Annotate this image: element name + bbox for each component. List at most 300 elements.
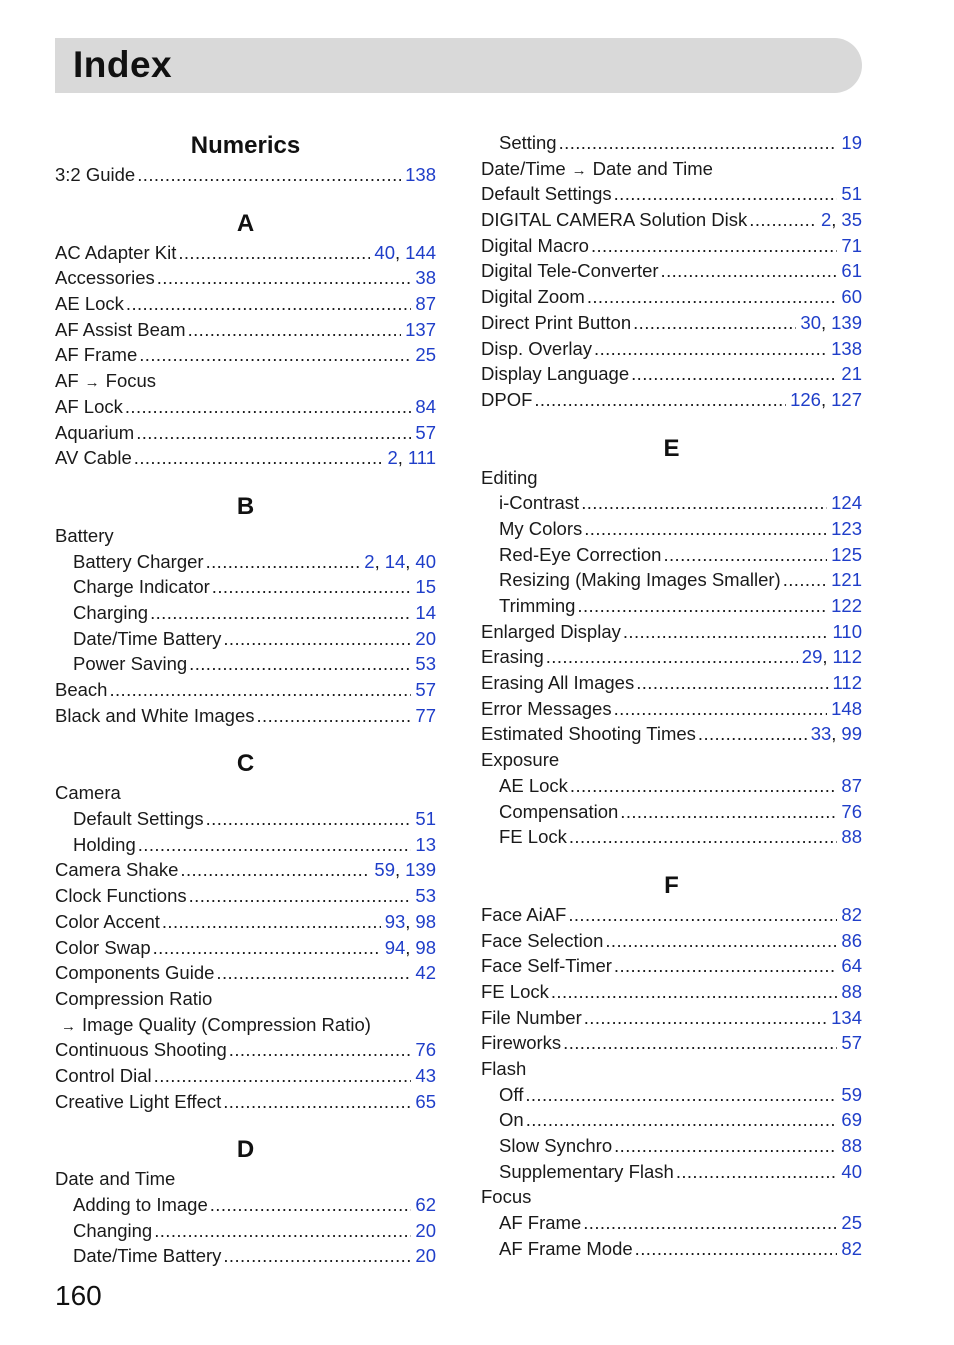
entry-label: Components Guide xyxy=(55,962,215,984)
page-references xyxy=(833,619,863,645)
dot-leader xyxy=(594,336,827,362)
entry-label: Black and White Images xyxy=(55,704,255,726)
entry-label: i-Contrast xyxy=(499,492,580,514)
page-references xyxy=(415,626,436,652)
entry-label: Face Selection xyxy=(481,929,604,951)
page-link[interactable]: 33 xyxy=(810,723,832,745)
dot-leader xyxy=(633,310,796,336)
index-entry xyxy=(55,677,436,703)
index-group-heading xyxy=(55,986,436,1012)
entry-label: Resizing (Making Images Smaller) xyxy=(499,569,781,591)
index-entry xyxy=(481,1005,862,1031)
page-link[interactable]: 20 xyxy=(415,1245,436,1267)
page-link[interactable]: 69 xyxy=(841,1109,862,1131)
page-separator: , xyxy=(394,241,401,263)
entry-label: Battery Charger xyxy=(73,550,204,572)
index-entry xyxy=(55,857,436,883)
page-references xyxy=(841,361,862,387)
page-references xyxy=(415,651,436,677)
entry-label: Digital Macro xyxy=(481,234,589,256)
index-entry xyxy=(55,703,436,729)
section-spacer xyxy=(55,1114,436,1134)
dot-leader xyxy=(525,1082,837,1108)
page-link[interactable]: 87 xyxy=(841,774,862,796)
page-references xyxy=(841,1236,862,1262)
entry-label: Power Saving xyxy=(73,653,188,675)
page-link[interactable]: 76 xyxy=(415,1039,436,1061)
dot-leader xyxy=(570,773,838,799)
index-entry xyxy=(481,130,862,156)
page-separator: , xyxy=(374,550,380,572)
page-number: 160 xyxy=(55,1280,102,1311)
entry-label: AC Adapter Kit xyxy=(55,241,177,263)
dot-leader xyxy=(162,909,381,935)
index-entry xyxy=(481,1133,862,1159)
see-arrow-icon: → xyxy=(571,161,587,179)
index-entry xyxy=(55,1243,436,1269)
entry-label: Estimated Shooting Times xyxy=(481,723,696,745)
page-link[interactable]: 84 xyxy=(415,395,436,417)
page-references xyxy=(811,721,862,747)
index-group-heading xyxy=(481,747,862,773)
page-link[interactable]: 21 xyxy=(841,363,862,385)
page-references xyxy=(841,1082,862,1108)
page-references xyxy=(405,317,436,343)
page-link[interactable]: 20 xyxy=(415,1219,436,1241)
dot-leader xyxy=(229,1037,412,1063)
section-heading: A xyxy=(236,209,255,237)
dot-leader xyxy=(605,928,837,954)
entry-label: Digital Tele-Converter xyxy=(481,260,659,282)
page-link[interactable]: 139 xyxy=(405,859,436,881)
page-references xyxy=(841,233,862,259)
page-link[interactable]: 57 xyxy=(841,1032,862,1054)
dot-leader xyxy=(559,130,838,156)
dot-leader xyxy=(154,1063,412,1089)
page-link[interactable]: 57 xyxy=(415,679,436,700)
index-entry xyxy=(481,1210,862,1236)
dot-leader xyxy=(134,445,384,471)
index-entry xyxy=(481,542,862,568)
dot-leader xyxy=(614,1133,837,1159)
page-link[interactable]: 82 xyxy=(841,1237,862,1259)
index-entry xyxy=(481,233,862,259)
entry-label: AF xyxy=(55,370,79,392)
index-entry xyxy=(55,291,436,317)
page-references xyxy=(831,696,862,722)
page-link[interactable]: 98 xyxy=(415,936,436,958)
page-link[interactable]: 148 xyxy=(831,697,862,719)
entry-label: Enlarged Display xyxy=(481,620,621,642)
dot-leader xyxy=(577,593,827,619)
entry-label: Face AiAF xyxy=(481,903,567,925)
dot-leader xyxy=(569,824,838,850)
cross-reference-target: Focus xyxy=(105,370,157,392)
entry-label: Direct Print Button xyxy=(481,311,632,333)
dot-leader xyxy=(526,1107,838,1133)
dot-leader xyxy=(150,600,411,626)
index-entry xyxy=(55,960,436,986)
entry-label: Accessories xyxy=(55,267,155,289)
dot-leader xyxy=(189,883,412,909)
entry-label: Adding to Image xyxy=(73,1194,208,1215)
index-group-heading xyxy=(481,1056,862,1082)
dot-leader xyxy=(584,516,827,542)
page-link[interactable]: 127 xyxy=(831,388,862,410)
index-entry xyxy=(55,1037,436,1063)
dot-leader xyxy=(206,806,412,832)
page-link[interactable]: 59 xyxy=(841,1083,862,1105)
section-heading: E xyxy=(663,434,680,462)
page-link[interactable]: 86 xyxy=(841,929,862,951)
page-link[interactable]: 40 xyxy=(415,550,436,572)
page-link[interactable]: 111 xyxy=(407,447,436,469)
page-link[interactable]: 40 xyxy=(841,1160,862,1182)
page-references xyxy=(841,928,862,954)
page-link[interactable]: 138 xyxy=(831,337,862,359)
entry-label: Continuous Shooting xyxy=(55,1039,227,1061)
page-link[interactable]: 14 xyxy=(415,601,436,623)
index-cross-reference xyxy=(481,156,862,182)
dot-leader xyxy=(109,677,411,703)
index-column-right xyxy=(481,130,862,1262)
index-entry xyxy=(55,883,436,909)
index-column-left xyxy=(55,130,436,1269)
entry-label: DPOF xyxy=(481,388,533,410)
page-link[interactable]: 77 xyxy=(415,704,436,726)
page-link[interactable]: 42 xyxy=(415,962,436,984)
page-link[interactable]: 88 xyxy=(841,826,862,848)
entry-label: AF Lock xyxy=(55,395,123,417)
index-entry xyxy=(55,626,436,652)
dot-leader xyxy=(581,490,827,516)
page-link[interactable]: 38 xyxy=(415,267,436,289)
page-link[interactable]: 15 xyxy=(415,576,436,598)
page-link[interactable]: 82 xyxy=(841,903,862,925)
page-separator: , xyxy=(820,311,827,333)
index-entry xyxy=(481,979,862,1005)
page-references xyxy=(841,1159,862,1185)
page-link[interactable]: 60 xyxy=(841,286,862,308)
page-link[interactable]: 125 xyxy=(831,543,862,565)
index-entry xyxy=(55,600,436,626)
page-link[interactable]: 40 xyxy=(374,241,395,263)
dot-leader xyxy=(212,574,412,600)
entry-label: Date and Time xyxy=(55,1168,176,1190)
page-references xyxy=(415,832,436,858)
page-references xyxy=(415,1218,436,1244)
entry-label: Changing xyxy=(73,1219,153,1241)
entry-label: Trimming xyxy=(499,595,576,616)
page-link[interactable]: 19 xyxy=(841,132,862,153)
page-link[interactable]: 144 xyxy=(405,241,436,263)
section-heading: F xyxy=(664,871,679,899)
page-link[interactable]: 71 xyxy=(841,234,862,256)
dot-leader xyxy=(783,567,827,593)
page-references xyxy=(841,773,862,799)
page-references xyxy=(415,1037,436,1063)
dot-leader xyxy=(636,670,828,696)
entry-label: Compensation xyxy=(499,800,619,822)
entry-label: Control Dial xyxy=(55,1064,152,1086)
dot-leader xyxy=(749,207,817,233)
dot-leader xyxy=(153,935,381,961)
index-entry xyxy=(481,284,862,310)
page-link[interactable]: 126 xyxy=(790,388,821,410)
index-entry xyxy=(481,670,862,696)
index-entry xyxy=(55,317,436,343)
page-link[interactable]: 88 xyxy=(841,980,862,1002)
page-link[interactable]: 25 xyxy=(415,344,436,366)
section-spacer xyxy=(55,471,436,491)
index-entry xyxy=(481,1030,862,1056)
index-entry xyxy=(481,593,862,619)
page-link[interactable]: 122 xyxy=(831,595,862,616)
index-entry xyxy=(55,574,436,600)
page-link[interactable]: 2 xyxy=(387,447,398,469)
entry-label: Fireworks xyxy=(481,1032,562,1054)
page-link[interactable]: 139 xyxy=(831,311,862,333)
page-link[interactable]: 35 xyxy=(841,209,862,231)
dot-leader xyxy=(256,703,411,729)
dot-leader xyxy=(631,361,837,387)
page-references xyxy=(833,670,863,696)
index-group-heading xyxy=(55,780,436,806)
page-references xyxy=(415,600,436,626)
index-entry xyxy=(481,953,862,979)
index-cross-reference xyxy=(55,368,436,394)
entry-label: Date/Time Battery xyxy=(73,1245,222,1267)
page-link[interactable]: 64 xyxy=(841,955,862,977)
page-link[interactable]: 14 xyxy=(384,550,406,572)
section-spacer xyxy=(55,728,436,748)
dot-leader xyxy=(223,1089,411,1115)
page-link[interactable]: 110 xyxy=(832,620,862,642)
page-link[interactable]: 99 xyxy=(841,723,862,745)
title-bar xyxy=(55,38,862,93)
index-entry xyxy=(481,490,862,516)
page-link[interactable]: 62 xyxy=(415,1194,436,1215)
dot-leader xyxy=(614,181,838,207)
index-entry xyxy=(55,1192,436,1218)
page-separator: , xyxy=(831,209,837,231)
dot-leader xyxy=(623,619,829,645)
page-references xyxy=(831,336,862,362)
page-link[interactable]: 57 xyxy=(415,421,436,443)
entry-label: Slow Synchro xyxy=(499,1135,613,1157)
entry-label: AF Frame Mode xyxy=(499,1237,633,1259)
index-entry xyxy=(55,265,436,291)
page-references xyxy=(415,342,436,368)
page-link[interactable]: 123 xyxy=(831,517,862,539)
page-link[interactable]: 112 xyxy=(832,672,862,694)
entry-label: Error Messages xyxy=(481,697,612,719)
page-link[interactable]: 53 xyxy=(415,653,436,675)
section-spacer xyxy=(481,413,862,433)
section-heading: Numerics xyxy=(190,132,301,159)
index-entry xyxy=(481,361,862,387)
page-references xyxy=(841,824,862,850)
see-arrow-icon: → xyxy=(61,1017,76,1035)
page-link[interactable]: 88 xyxy=(841,1135,862,1157)
index-group-heading xyxy=(481,1184,862,1210)
page-references xyxy=(821,207,862,233)
entry-label: Display Language xyxy=(481,363,630,385)
dot-leader xyxy=(698,721,807,747)
page-references xyxy=(831,542,862,568)
entry-label: Clock Functions xyxy=(55,885,187,907)
index-entry xyxy=(481,310,862,336)
page-link[interactable]: 2 xyxy=(820,209,832,231)
dot-leader xyxy=(206,549,361,575)
page-references xyxy=(405,162,436,188)
index-cross-reference xyxy=(55,1012,436,1038)
index-entry xyxy=(481,1236,862,1262)
index-entry xyxy=(481,619,862,645)
page-link[interactable]: 51 xyxy=(415,808,436,830)
entry-label: Erasing All Images xyxy=(481,672,635,694)
dot-leader xyxy=(583,1210,837,1236)
dot-leader xyxy=(614,696,828,722)
dot-leader xyxy=(587,284,838,310)
page-link[interactable]: 134 xyxy=(831,1006,862,1028)
entry-label: DIGITAL CAMERA Solution Disk xyxy=(481,209,748,231)
page-link[interactable]: 20 xyxy=(415,627,436,649)
page-references xyxy=(841,902,862,928)
page-separator: , xyxy=(405,936,411,958)
page-references xyxy=(831,593,862,619)
entry-label: Red-Eye Correction xyxy=(499,543,662,565)
index-entry xyxy=(481,928,862,954)
page-references xyxy=(841,258,862,284)
entry-label: Camera xyxy=(55,782,121,804)
page-references xyxy=(841,799,862,825)
page-link[interactable]: 43 xyxy=(415,1064,436,1086)
page-references xyxy=(415,574,436,600)
entry-label: AF Frame xyxy=(55,344,138,366)
index-entry xyxy=(55,420,436,446)
page-references xyxy=(415,1089,436,1115)
entry-label: 3:2 Guide xyxy=(55,164,136,185)
index-entry xyxy=(55,342,436,368)
entry-label: Camera Shake xyxy=(55,859,179,881)
page-separator: , xyxy=(820,388,827,410)
page-link[interactable]: 87 xyxy=(415,293,436,315)
page-references xyxy=(374,857,436,883)
index-entry xyxy=(481,1082,862,1108)
page-title: Index xyxy=(73,44,173,85)
page-references xyxy=(841,1107,862,1133)
entry-label: Digital Zoom xyxy=(481,286,585,308)
page-references xyxy=(415,806,436,832)
dot-leader xyxy=(614,953,838,979)
page-references xyxy=(415,1192,436,1218)
entry-label: Color Accent xyxy=(55,910,160,932)
page-link[interactable]: 94 xyxy=(384,936,406,958)
page-link[interactable]: 59 xyxy=(374,859,395,881)
index-entry xyxy=(55,549,436,575)
page-link[interactable]: 53 xyxy=(415,885,436,907)
page-references xyxy=(415,420,436,446)
entry-label: AF Assist Beam xyxy=(55,318,186,340)
dot-leader xyxy=(676,1159,838,1185)
page-link[interactable]: 98 xyxy=(415,910,436,932)
page-link[interactable]: 61 xyxy=(841,260,862,282)
page-link[interactable]: 121 xyxy=(831,569,862,591)
entry-label: Face Self-Timer xyxy=(481,955,612,977)
entry-label: AE Lock xyxy=(55,293,124,315)
page-references xyxy=(385,935,436,961)
page-link[interactable]: 137 xyxy=(405,318,436,340)
page-separator: , xyxy=(831,723,837,745)
page-references xyxy=(841,1210,862,1236)
index-entry xyxy=(481,516,862,542)
entry-label: My Colors xyxy=(499,517,583,539)
page-separator: , xyxy=(397,447,403,469)
page-link[interactable]: 13 xyxy=(415,833,436,855)
page-link[interactable]: 138 xyxy=(405,164,436,185)
page-link[interactable]: 93 xyxy=(384,910,406,932)
page-separator: , xyxy=(822,646,828,668)
page-references xyxy=(802,644,862,670)
section-heading: C xyxy=(236,750,255,778)
section-heading: B xyxy=(236,492,255,520)
entry-label: Creative Light Effect xyxy=(55,1090,222,1112)
page-references xyxy=(790,387,862,413)
entry-label: Date/Time Battery xyxy=(73,627,222,649)
dot-leader xyxy=(157,265,412,291)
dot-leader xyxy=(136,420,411,446)
index-entry xyxy=(481,336,862,362)
page-references xyxy=(415,960,436,986)
entry-label: Exposure xyxy=(481,749,560,771)
entry-label: Default Settings xyxy=(481,183,612,205)
index-entry xyxy=(481,902,862,928)
page-references xyxy=(831,490,862,516)
page-link[interactable]: 76 xyxy=(841,800,862,822)
index-entry xyxy=(55,1089,436,1115)
dot-leader xyxy=(620,799,837,825)
index-entry xyxy=(481,824,862,850)
index-entry xyxy=(481,567,862,593)
page-link[interactable]: 51 xyxy=(841,183,862,205)
section-heading: D xyxy=(236,1136,255,1164)
page-link[interactable]: 2 xyxy=(364,550,375,572)
entry-label: Battery xyxy=(55,524,114,546)
dot-leader xyxy=(189,651,411,677)
index-group-heading xyxy=(55,523,436,549)
entry-label: Setting xyxy=(499,132,557,153)
entry-label: Compression Ratio xyxy=(55,987,213,1009)
page-link[interactable]: 112 xyxy=(832,646,862,668)
page-link[interactable]: 29 xyxy=(801,646,823,668)
entry-label: Charge Indicator xyxy=(73,576,210,598)
index-entry xyxy=(55,162,436,188)
entry-label: On xyxy=(499,1109,524,1131)
page-link[interactable]: 124 xyxy=(831,492,862,514)
dot-leader xyxy=(563,1030,837,1056)
page-link[interactable]: 25 xyxy=(841,1212,862,1234)
entry-label: AE Lock xyxy=(499,774,568,796)
page-references xyxy=(841,1030,862,1056)
section-spacer xyxy=(481,850,862,870)
page-references xyxy=(800,310,862,336)
page-references xyxy=(385,909,436,935)
page-link[interactable]: 30 xyxy=(800,311,821,333)
dot-leader xyxy=(568,902,837,928)
page-link[interactable]: 65 xyxy=(415,1090,436,1112)
entry-label: Editing xyxy=(481,466,538,488)
